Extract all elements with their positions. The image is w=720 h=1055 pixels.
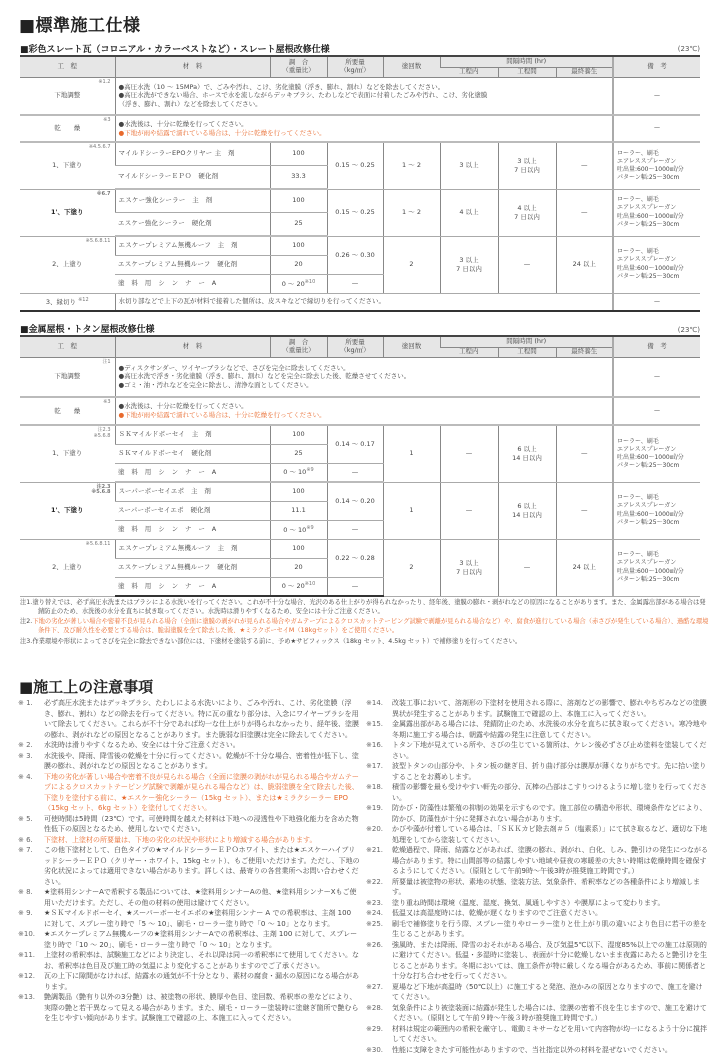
caution-item: ※ 1. 必ず高圧水洗またはデッキブラシ、たわしによる水洗いにより、ごみや汚れ、こけ、劣化塗膜（浮き、膨れ、割れ）などの除去を行ってください。特に瓦の重なり部分は、入念にワイヤーブラシを用いて除去してください。これらが不十分であれば均一な仕上がりが得られなかったり、経年後、塗膜の膨れ、剥がれなどの原因となることがあります。また脆弱な旧塗膜は完全に除去してください。: [18, 698, 360, 740]
cautions-left-column: [18, 698, 360, 1024]
table-row-undercoat-1: ※4.5.6.7 1、下塗り マイルドシーラーEPOクリヤー 主 剤 100 0.15 ～ 0.25 1 ～ 2 3 以上 3 以上 7 日以内 — ローラー、刷毛 エアレススプレーガン 吐出量:600～1000㎖/分 パターン幅:25～30cm: [20, 142, 700, 165]
caution-item: ※16. トタン下地が見えている所や、さびの生じている箇所は、ケレン後必ずさび止め塗料を塗装してください。: [366, 740, 708, 761]
table-row-prep: ※1.2 下地調整 ●高圧水洗（10 ～ 15MPa）で、ごみや汚れ、こけ、劣化塗膜（浮き、膨れ、割れ）などを除去してください。 ●高圧水洗ができない場合、ホースで水を流しながらデッキブラシ、たわしなどで表面に付着したごみや汚れ、こけ、劣化塗膜 （浮き、膨れ、割れ）などを除去してください。 —: [20, 77, 700, 115]
header-ratio: 調 合 （重量比）: [270, 56, 327, 77]
table-row-dry: ※3 乾 燥 ●水洗後は、十分に乾燥を行ってください。 ●下地が雨や結露で濡れている場合は、十分に乾燥を行ってください。 —: [20, 397, 700, 425]
caution-item: ※18. 積雪の影響を最も受けやすい軒先の部分、瓦棒の凸部はこすりつけるように増し塗りを行ってください。: [366, 782, 708, 803]
header-within: 工程内: [440, 67, 498, 77]
header-material: 材 料: [115, 56, 270, 77]
metal-spec-table: 工 程 材 料 調 合 （重量比） 所要量 （kg/㎡） 塗回数 間隔時間 (hr) 備 考 工程内 工程間 最終養生 注1 下地調整 ●ディスクサンダー、ワイヤーブラシなどで、さびを完全に除去してください。 ●高圧水洗で浮き・劣化塗膜（浮き、膨れ、割れ）などを完全に除去した後、乾燥させてください。 ●ゴミ・油・汚れなどを完全に除去し、清浄な面としてください。 — ※3 乾 燥 ●水洗後は、十分に乾燥を行ってください。 ●下地が雨や結露で濡れている場合は、十分に乾燥を行ってください。 — 注2.3 ※5.6.8 1、下塗り ＳＫマイルドボーセイ 主 剤 100 0.14 ～ 0.17 1 — 6 以上 14 日以内 — ローラー、刷毛 エアレススプレーガン 吐出量:600～1000㎖/分 パターン幅:25～30cm ＳＫマイルドボーセイ 硬化剤 25 塗 料 用 シ ン ナ ー A 0 ～ 10$^{※9}$ — 注2.3 ※5.6.8 1'、下塗り スーパーボーセイエポ 主 剤 100 0.14 ～ 0.20 1 — 6 以上 14 日以内 — ローラー、刷毛 エアレススプレーガン 吐出量:600～1000㎖/分 パターン幅:25～30cm スーパーボーセイエポ 硬化剤 11.1 塗 料 用 シ ン ナ ー A 0 ～ 10$^{※9}$ — ※5.6.8.11 2、上塗り エスケープレミアム無機ルーフ 主 剤 100 0.22 ～ 0.28 2 3 以上 7 日以内 — 24 以上 ローラー、刷毛 エアレススプレーガン 吐出量:600～1000㎖/分 パターン幅:25～30cm エスケープレミアム無機ルーフ 硬化剤 20 塗 料 用 シ ン ナ ー A 0 ～ 20$^{※10}$ —: [20, 335, 700, 597]
table-row-dry: ※3 乾 燥 ●水洗後は、十分に乾燥を行ってください。 ●下地が雨や結露で濡れている場合は、十分に乾燥を行ってください。 —: [20, 115, 700, 142]
caution-item: ※ 6. 下塗材、上塗材の所要量は、下地の劣化の状況や形状により増減する場合があります。: [18, 835, 360, 846]
table-row-edge-cut: 3、縁切り $^{※12}$ 水切り部などで上下の瓦が材料で接着した個所は、皮スキなどで縁切りを行ってください。 —: [20, 293, 700, 311]
header-interval: 間隔時間 (hr): [440, 56, 613, 67]
caution-item: ※ 8. ★塗料用シンナーAで希釈する製品については、★塗料用シンナーAの他、★塗料用シンナーXもご使用いただけます。ただし、その他の材料の使用は避けてください。: [18, 887, 360, 908]
footnote-3: 注3.作業環境や形状によってさびを完全に除去できない部位には、下塗材を塗装する前に、予め★サビフィックス（18kg セット、4.5kg セット）で補修塗りを行ってください。: [20, 637, 710, 646]
caution-item: ※26. 強風時、または降雨、降雪のおそれがある場合、及び気温5℃以下、湿度85%以上での施工は原則的に避けてください。低温・多湿時に塗装し、表面が十分に乾燥しないまま夜露にあたると艶引けを生じることがあります。冬期においては、施工条件が特に厳しくなる場合があるため、事前に関係者と十分な打ち合わせを行ってください。: [366, 940, 708, 982]
step-cell: ※1.2 下地調整: [20, 77, 115, 115]
footnotes: [20, 598, 710, 647]
caution-item: ※23. 塗り重ね時間は環境（温度、湿度、換気、風通しやすさ）や膜厚によって変わります。: [366, 898, 708, 909]
caution-item: ※17. 波型トタンの山部分や、トタン板の継ぎ目、折り曲げ部分は膜厚が薄くなりがちです。先に拾い塗りすることをお薦めします。: [366, 761, 708, 782]
table-row-topcoat: ※5.6.8.11 2、上塗り エスケープレミアム無機ルーフ 主 剤 100 0.26 ～ 0.30 2 3 以上 7 日以内 — 24 以上 ローラー、刷毛 エアレススプレーガン 吐出量:600～1000㎖/分 パターン幅:25～30cm: [20, 236, 700, 255]
temperature-label: (23℃): [678, 326, 700, 334]
section-title-metal: ■金属屋根・トタン屋根改修仕様: [20, 322, 155, 335]
caution-item: ※ 7. この他下塗材として、白色タイプの★マイルドシーラーＥＰＯホワイト、または★エスケーハイブリッドシーラーＥＰＯ（クリヤー・ホワイト、15kg セット）、もご使用いただけます。ただし、下地の劣化状況によっては適用できない場合があります。詳しくは、最寄りの各営業所へお問い合わせください。: [18, 845, 360, 887]
caution-item: ※20. かびや藻が付着している場合は、「ＳＫＫカビ除去剤＃５（塩素系）」にて拭き取るなど、適切な下地処理をしてから塗装してください。: [366, 824, 708, 845]
caution-item: ※15. 金属露出部がある場合には、発錆防止のため、水洗後の水分を直ちに拭き取ってください。寒冷地や冬期に施工する場合は、朝露や結露の発生に注意してください。: [366, 719, 708, 740]
table-row-undercoat-1b: 注2.3 ※5.6.8 1'、下塗り スーパーボーセイエポ 主 剤 100 0.14 ～ 0.20 1 — 6 以上 14 日以内 — ローラー、刷毛 エアレススプレーガン 吐出量:600～1000㎖/分 パターン幅:25～30cm: [20, 482, 700, 501]
table-row-topcoat: ※5.6.8.11 2、上塗り エスケープレミアム無機ルーフ 主 剤 100 0.22 ～ 0.28 2 3 以上 7 日以内 — 24 以上 ローラー、刷毛 エアレススプレーガン 吐出量:600～1000㎖/分 パターン幅:25～30cm: [20, 539, 700, 558]
header-final: 最終養生: [556, 67, 613, 77]
header-remarks: 備 考: [613, 56, 700, 77]
caution-item: ※ 4. 下地の劣化が著しい場合や密着不良が見られる場合（全面に塗膜の剥がれが見られる場合やガムテープによるクロスカットテーピング試験で剥離が見られる場合など）は、脆弱塗膜を全て除去した後、下塗りを塗付する前に、★エスケー強化シーラー（15kg セット）、または★ミラクシーラー EPO（15kg セット、6kg セット）を塗付してください。: [18, 772, 360, 814]
caution-item: ※12. 瓦の上下に隙間がなければ、結露水の通気が不十分となり、素材の腐食・漏水の原因になる場合があります。: [18, 971, 360, 992]
caution-item: ※19. 防かび・防藻性は繁殖の抑制の効果を示すものです。施工部位の構造や形状、環境条件などにより、防かび、防藻性が十分に発揮されない場合があります。: [366, 803, 708, 824]
page-title: ■標準施工仕様: [19, 11, 141, 36]
caution-item: ※27. 夏場など下地が高温時（50℃以上）に施工すると発泡、泡かみの原因となりますので、施工を避けてください。: [366, 982, 708, 1003]
caution-item: ※ 5. 可使時間は5時間（23℃）です。可使時間を越えた材料は下地への浸透性や下地強化能力を含めた物性低下の原因となるため、使用しないでください。: [18, 814, 360, 835]
footnote-2: 注2.下地の劣化が著しい場合や密着不良が見られる場合（全面に塗膜の剥がれが見られる場合やガムテープによるクロスカットテーピング試験で剥離が見られる場合など）や、腐食が進行している場合（赤さびが発生している場合）、過酷な環境条件下、及び耐久性を必要とする場合は、脆弱塗膜を全て除去した後、★ミラクボーセイM（18kgセット）をご使用ください。: [20, 617, 710, 635]
table-row-undercoat-1: 注2.3 ※5.6.8 1、下塗り ＳＫマイルドボーセイ 主 剤 100 0.14 ～ 0.17 1 — 6 以上 14 日以内 — ローラー、刷毛 エアレススプレーガン 吐出量:600～1000㎖/分 パターン幅:25～30cm: [20, 425, 700, 444]
caution-item: ※13. 艶調製品（艶有り以外の3分艶）は、被塗物の形状、膜厚や色目、塗回数、希釈率の差などにより、実際の艶と若干異なって見える場合があります。また、刷毛・ローラー塗装時に塗継ぎ箇所で艶むらを生じやすい傾向があります。試験施工で確認の上、本施工に入ってください。: [18, 992, 360, 1024]
header-step: 工 程: [20, 56, 115, 77]
caution-item: ※ 3. 水洗後や、降雨、降雪後の乾燥を十分に行ってください。乾燥が不十分な場合、密着性が低下し、塗膜の膨れ、剥がれなどの原因となることがあります。: [18, 751, 360, 772]
caution-item: ※11. 上塗材の希釈率は、試験施工などにより決定し、それ以降は同一の希釈率にて使用してください。なお、希釈率は色目及び施工時の気温により変化することがありますのでご了承ください。: [18, 950, 360, 971]
cautions-title: ■施工上の注意事項: [19, 676, 153, 697]
caution-item: ※22. 所要量は被塗物の形状、素地の状態、塗装方法、気象条件、希釈率などの各種条件により増減します。: [366, 877, 708, 898]
footnote-1: 注1.塗り替えでは、必ず高圧水洗またはブラシによる水洗いを行ってください。これが不十分な場合、光沢のある仕上がりが得られなかったり、経年後、塗膜の膨れ・剥がれなどの原因になることがあります。また、金属露出部がある場合は発錆防止のため、水洗後の水分を直ちに拭き取ってください。水洗時は滑りやすくなるため、安全には十分ご注意ください。: [20, 598, 710, 616]
caution-item: ※14. 改装工事において、溶剤形の下塗材を使用される際に、溶剤などの影響で、膨れやちぢみなどの塗膜異状が発生することがあります。試験施工で確認の上、本施工に入ってください。: [366, 698, 708, 719]
caution-item: ※29. 材料は規定の範囲内の希釈を厳守し、電動ミキサーなどを用いて内容物が均一になるよう十分に撹拌してください。: [366, 1024, 708, 1045]
section-title-slate: ■彩色スレート瓦（コロニアル・カラーベストなど）・スレート屋根改修仕様: [20, 42, 330, 55]
cautions-right-column: [366, 698, 708, 1055]
caution-item: ※ 9. ★ＳＫマイルドボーセイ、★スーパーボーセイエポの★塗料用シンナー A での希釈率は、主剤 100 に対して、スプレー塗り時で「5 ～ 10」、刷毛・ローラー塗り時で「0 ～ 10」となります。: [18, 908, 360, 929]
caution-item: ※25. 刷毛で補修塗りを行う際、スプレー塗りやローラー塗りと仕上がり肌の違いにより色目に若干の差を生じることがあります。: [366, 919, 708, 940]
caution-item: ※30. 性能に支障をきたす可能性がありますので、当社指定以外の材料を混ぜないでください。: [366, 1045, 708, 1055]
slate-spec-table: 工 程 材 料 調 合 （重量比） 所要量 （kg/㎡） 塗回数 間隔時間 (hr) 備 考 工程内 工程間 最終養生 ※1.2 下地調整 ●高圧水洗（10 ～ 15MPa）で、ごみや汚れ、こけ、劣化塗膜（浮き、膨れ、割れ）などを除去してください。 ●高圧水洗ができない場合、ホースで水を流しながらデッキブラシ、たわしなどで表面に付着したごみや汚れ、こけ、劣化塗膜 （浮き、膨れ、割れ）などを除去してください。 — ※3 乾 燥 ●水洗後は、十分に乾燥を行ってください。 ●下地が雨や結露で濡れている場合は、十分に乾燥を行ってください。 — ※4.5.6.7 1、下塗り マイルドシーラーEPOクリヤー 主 剤 100 0.15 ～ 0.25 1 ～ 2 3 以上 3 以上 7 日以内 — ローラー、刷毛 エアレススプレーガン 吐出量:600～1000㎖/分 パターン幅:25～30cm マイルドシーラーＥＰＯ 硬化剤 33.3 ※6.7 1'、下塗り エスケー強化シーラー 主 剤 100 0.15 ～ 0.25 1 ～ 2 4 以上 4 以上 7 日以内 — ローラー、刷毛 エアレススプレーガン 吐出量:600～1000㎖/分 パターン幅:25～30cm エスケー強化シーラー 硬化剤 25 ※5.6.8.11 2、上塗り エスケープレミアム無機ルーフ 主 剤 100 0.26 ～ 0.30 2 3 以上 7 日以内 — 24 以上 ローラー、刷毛 エアレススプレーガン 吐出量:600～1000㎖/分 パターン幅:25～30cm エスケープレミアム無機ルーフ 硬化剤 20 塗 料 用 シ ン ナ ー A 0 ～ 20$^{※10}$ — 3、縁切り $^{※12}$ 水切り部などで上下の瓦が材料で接着した個所は、皮スキなどで縁切りを行ってください。 —: [20, 55, 700, 312]
caution-item: ※21. 乾燥過程で、降雨、結露などがあれば、塗膜の膨れ、剥がれ、白化、しみ、艶引けの発生につながる場合があります。特に山間部等の結露しやすい地域や昼夜の寒暖差の大きい時期は乾燥時間を確保するようにしてください。（原則として午前9時～午後3時が推奨施工時間です。）: [366, 845, 708, 877]
table-row-prep: 注1 下地調整 ●ディスクサンダー、ワイヤーブラシなどで、さびを完全に除去してください。 ●高圧水洗で浮き・劣化塗膜（浮き、膨れ、割れ）などを完全に除去した後、乾燥させてください。 ●ゴミ・油・汚れなどを完全に除去し、清浄な面としてください。 —: [20, 357, 700, 397]
header-coats: 塗回数: [383, 56, 440, 77]
prep-instructions: ●高圧水洗（10 ～ 15MPa）で、ごみや汚れ、こけ、劣化塗膜（浮き、膨れ、割れ）などを除去してください。 ●高圧水洗ができない場合、ホースで水を流しながらデッキブラシ、たわしなどで表面に付着したごみや汚れ、こけ、劣化塗膜 （浮き、膨れ、割れ）などを除去してください。: [115, 77, 613, 115]
caution-item: ※24. 低温又は高湿度時には、乾燥が遅くなりますのでご注意ください。: [366, 908, 708, 919]
caution-item: ※10. ★エスケープレミアム無機ルーフの★塗料用シンナーAでの希釈率は、主剤 100 に対して、スプレー塗り時で「10 ～ 20」、刷毛・ローラー塗り時で「0 ～ 10」となります。: [18, 929, 360, 950]
caution-item: ※ 2. 水洗時は滑りやすくなるため、安全には十分ご注意ください。: [18, 740, 360, 751]
header-between: 工程間: [498, 67, 556, 77]
header-amount: 所要量 （kg/㎡）: [327, 56, 383, 77]
table-row-undercoat-1b: ※6.7 1'、下塗り エスケー強化シーラー 主 剤 100 0.15 ～ 0.25 1 ～ 2 4 以上 4 以上 7 日以内 — ローラー、刷毛 エアレススプレーガン 吐出量:600～1000㎖/分 パターン幅:25～30cm: [20, 189, 700, 212]
caution-item: ※28. 気象条件により被塗装面に結露が発生した場合には、塗膜の密着不良を生じますので、施工を避けてください。（原則として午前９時～午後３時が推奨施工時間です。）: [366, 1003, 708, 1024]
temperature-label: (23℃): [678, 45, 700, 53]
